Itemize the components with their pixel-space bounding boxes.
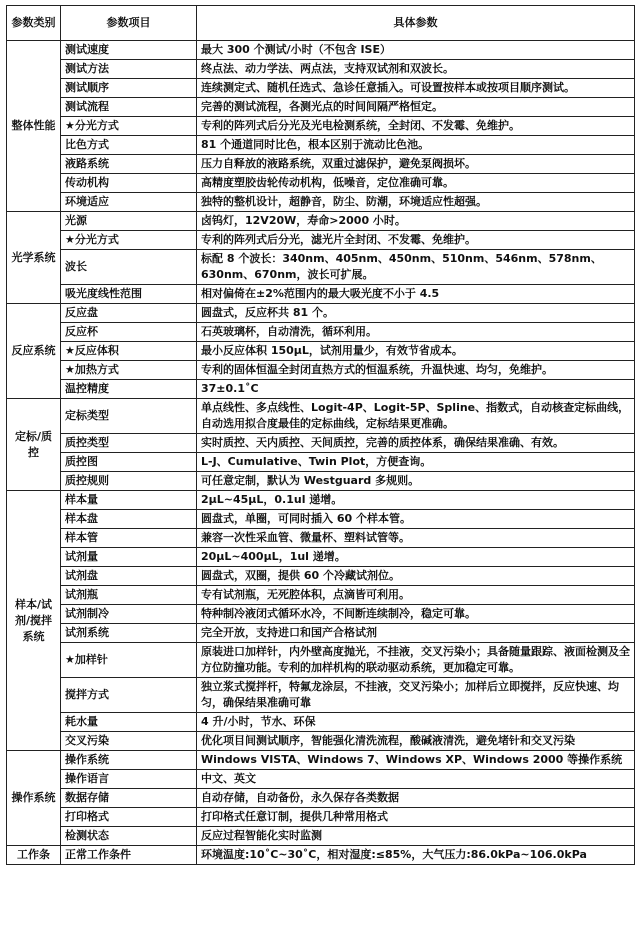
item-cell: 操作系统 <box>61 751 197 770</box>
table-row <box>7 732 635 751</box>
spec-table-container <box>6 5 634 865</box>
table-row <box>7 434 635 453</box>
value-cell: 相对偏倚在±2%范围内的最大吸光度不小于 4.5 <box>197 285 635 304</box>
table-row <box>7 453 635 472</box>
value-cell: 中文、英文 <box>197 770 635 789</box>
value-cell: 圆盘式，单圈，可同时插入 60 个样本管。 <box>197 510 635 529</box>
item-cell: 环境适应 <box>61 193 197 212</box>
item-cell: 光源 <box>61 212 197 231</box>
table-row <box>7 624 635 643</box>
table-row <box>7 529 635 548</box>
table-row <box>7 361 635 380</box>
table-row <box>7 174 635 193</box>
value-cell: 原装进口加样针，内外壁高度抛光，不挂液，交叉污染小；具备随量跟踪、液面检测及全方位防撞功能。专利的加样机构的联动驱动系统，更加稳定可靠。 <box>197 643 635 678</box>
value-cell: 标配 8 个波长：340nm、405nm、450nm、510nm、546nm、578nm、630nm、670nm，波长可扩展。 <box>197 250 635 285</box>
value-cell: 高精度塑胶齿轮传动机构，低噪音，定位准确可靠。 <box>197 174 635 193</box>
item-cell: 温控精度 <box>61 380 197 399</box>
header-category: 参数类别 <box>7 6 61 41</box>
item-cell: ★分光方式 <box>61 231 197 250</box>
value-cell: 独立浆式搅拌杆，特氟龙涂层，不挂液，交叉污染小；加样后立即搅拌，反应快速、均匀，确保结果准确可靠 <box>197 678 635 713</box>
item-cell: 正常工作条件 <box>61 846 197 865</box>
value-cell: 圆盘式，反应杯共 81 个。 <box>197 304 635 323</box>
table-row <box>7 323 635 342</box>
value-cell: 专利的阵列式后分光及光电检测系统，全封闭、不发霉、免维护。 <box>197 117 635 136</box>
item-cell: 波长 <box>61 250 197 285</box>
table-row <box>7 751 635 770</box>
item-cell: 测试流程 <box>61 98 197 117</box>
item-cell: 质控类型 <box>61 434 197 453</box>
table-row <box>7 846 635 865</box>
value-cell: 完善的测试流程，各测光点的时间间隔严格恒定。 <box>197 98 635 117</box>
value-cell: 完全开放，支持进口和国产合格试剂 <box>197 624 635 643</box>
item-cell: 液路系统 <box>61 155 197 174</box>
item-cell: 质控图 <box>61 453 197 472</box>
item-cell: 反应杯 <box>61 323 197 342</box>
table-row <box>7 491 635 510</box>
value-cell: 优化项目间测试顺序，智能强化清洗流程，酸碱液清洗，避免堵针和交叉污染 <box>197 732 635 751</box>
header-value: 具体参数 <box>197 6 635 41</box>
item-cell: 耗水量 <box>61 713 197 732</box>
value-cell: 81 个通道同时比色，根本区别于流动比色池。 <box>197 136 635 155</box>
table-row <box>7 98 635 117</box>
table-row <box>7 304 635 323</box>
value-cell: 压力自释放的液路系统，双重过滤保护，避免泵阀损坏。 <box>197 155 635 174</box>
item-cell: 吸光度线性范围 <box>61 285 197 304</box>
table-row <box>7 472 635 491</box>
value-cell: Windows VISTA、Windows 7、Windows XP、Windows 2000 等操作系统 <box>197 751 635 770</box>
table-row <box>7 770 635 789</box>
item-cell: ★加样针 <box>61 643 197 678</box>
table-row <box>7 231 635 250</box>
table-row <box>7 380 635 399</box>
table-row <box>7 136 635 155</box>
category-cell: 定标/质控 <box>7 399 61 491</box>
table-row <box>7 399 635 434</box>
value-cell: 单点线性、多点线性、Logit-4P、Logit-5P、Spline、指数式，自动核查定标曲线，自动选用拟合度最佳的定标曲线，定标结果更准确。 <box>197 399 635 434</box>
item-cell: 试剂瓶 <box>61 586 197 605</box>
spec-body <box>7 41 635 865</box>
spec-table <box>6 5 635 865</box>
item-cell: 传动机构 <box>61 174 197 193</box>
category-cell: 反应系统 <box>7 304 61 399</box>
table-row <box>7 79 635 98</box>
table-row <box>7 567 635 586</box>
value-cell: 专有试剂瓶，无死腔体积，点滴皆可利用。 <box>197 586 635 605</box>
item-cell: ★反应体积 <box>61 342 197 361</box>
table-row <box>7 827 635 846</box>
table-row <box>7 342 635 361</box>
table-row <box>7 60 635 79</box>
category-cell: 操作系统 <box>7 751 61 846</box>
item-cell: 样本盘 <box>61 510 197 529</box>
table-row <box>7 808 635 827</box>
category-cell: 光学系统 <box>7 212 61 304</box>
value-cell: 20μL~400μL，1ul 递增。 <box>197 548 635 567</box>
table-row <box>7 155 635 174</box>
item-cell: ★加热方式 <box>61 361 197 380</box>
header-item: 参数项目 <box>61 6 197 41</box>
value-cell: 打印格式任意订制，提供几种常用格式 <box>197 808 635 827</box>
value-cell: 37±0.1˚C <box>197 380 635 399</box>
item-cell: 测试速度 <box>61 41 197 60</box>
item-cell: 试剂量 <box>61 548 197 567</box>
item-cell: 交叉污染 <box>61 732 197 751</box>
value-cell: L-J、Cumulative、Twin Plot，方便查询。 <box>197 453 635 472</box>
item-cell: 打印格式 <box>61 808 197 827</box>
table-row <box>7 643 635 678</box>
value-cell: 终点法、动力学法、两点法，支持双试剂和双波长。 <box>197 60 635 79</box>
value-cell: 兼容一次性采血管、微量杯、塑料试管等。 <box>197 529 635 548</box>
item-cell: 测试顺序 <box>61 79 197 98</box>
item-cell: 比色方式 <box>61 136 197 155</box>
value-cell: 卤钨灯，12V20W，寿命>2000 小时。 <box>197 212 635 231</box>
value-cell: 反应过程智能化实时监测 <box>197 827 635 846</box>
value-cell: 实时质控、天内质控、天间质控，完善的质控体系，确保结果准确、有效。 <box>197 434 635 453</box>
value-cell: 最大 300 个测试/小时（不包含 ISE） <box>197 41 635 60</box>
value-cell: 专利的固体恒温全封闭直热方式的恒温系统，升温快速、均匀，免维护。 <box>197 361 635 380</box>
item-cell: 搅拌方式 <box>61 678 197 713</box>
value-cell: 最小反应体积 150μL，试剂用量少，有效节省成本。 <box>197 342 635 361</box>
item-cell: 定标类型 <box>61 399 197 434</box>
item-cell: 试剂制冷 <box>61 605 197 624</box>
value-cell: 专利的阵列式后分光，滤光片全封闭、不发霉、免维护。 <box>197 231 635 250</box>
table-row <box>7 117 635 136</box>
item-cell: 反应盘 <box>61 304 197 323</box>
value-cell: 自动存储，自动备份，永久保存各类数据 <box>197 789 635 808</box>
item-cell: 样本量 <box>61 491 197 510</box>
table-row <box>7 510 635 529</box>
value-cell: 4 升/小时，节水、环保 <box>197 713 635 732</box>
header-row <box>7 6 635 41</box>
table-row <box>7 193 635 212</box>
value-cell: 圆盘式，双圈，提供 60 个冷藏试剂位。 <box>197 567 635 586</box>
table-row <box>7 41 635 60</box>
value-cell: 环境温度:10˚C~30˚C，相对湿度:≤85%，大气压力:86.0kPa~106.0kPa <box>197 846 635 865</box>
table-row <box>7 713 635 732</box>
item-cell: 测试方法 <box>61 60 197 79</box>
value-cell: 独特的整机设计，超静音，防尘、防潮，环境适应性超强。 <box>197 193 635 212</box>
item-cell: 数据存储 <box>61 789 197 808</box>
category-cell: 工作条 <box>7 846 61 865</box>
table-row <box>7 789 635 808</box>
value-cell: 特种制冷液闭式循环水冷，不间断连续制冷，稳定可靠。 <box>197 605 635 624</box>
table-row <box>7 586 635 605</box>
table-row <box>7 250 635 285</box>
table-row <box>7 285 635 304</box>
item-cell: 质控规则 <box>61 472 197 491</box>
value-cell: 2μL~45μL，0.1ul 递增。 <box>197 491 635 510</box>
value-cell: 石英玻璃杯，自动清洗，循环利用。 <box>197 323 635 342</box>
value-cell: 连续测定式、随机任选式、急诊任意插入。可设置按样本或按项目顺序测试。 <box>197 79 635 98</box>
item-cell: 样本管 <box>61 529 197 548</box>
value-cell: 可任意定制，默认为 Westguard 多规则。 <box>197 472 635 491</box>
category-cell: 样本/试剂/搅拌系统 <box>7 491 61 751</box>
table-row <box>7 548 635 567</box>
table-row <box>7 212 635 231</box>
item-cell: 操作语言 <box>61 770 197 789</box>
item-cell: 检测状态 <box>61 827 197 846</box>
table-row <box>7 678 635 713</box>
category-cell: 整体性能 <box>7 41 61 212</box>
table-row <box>7 605 635 624</box>
item-cell: 试剂系统 <box>61 624 197 643</box>
item-cell: ★分光方式 <box>61 117 197 136</box>
item-cell: 试剂盘 <box>61 567 197 586</box>
